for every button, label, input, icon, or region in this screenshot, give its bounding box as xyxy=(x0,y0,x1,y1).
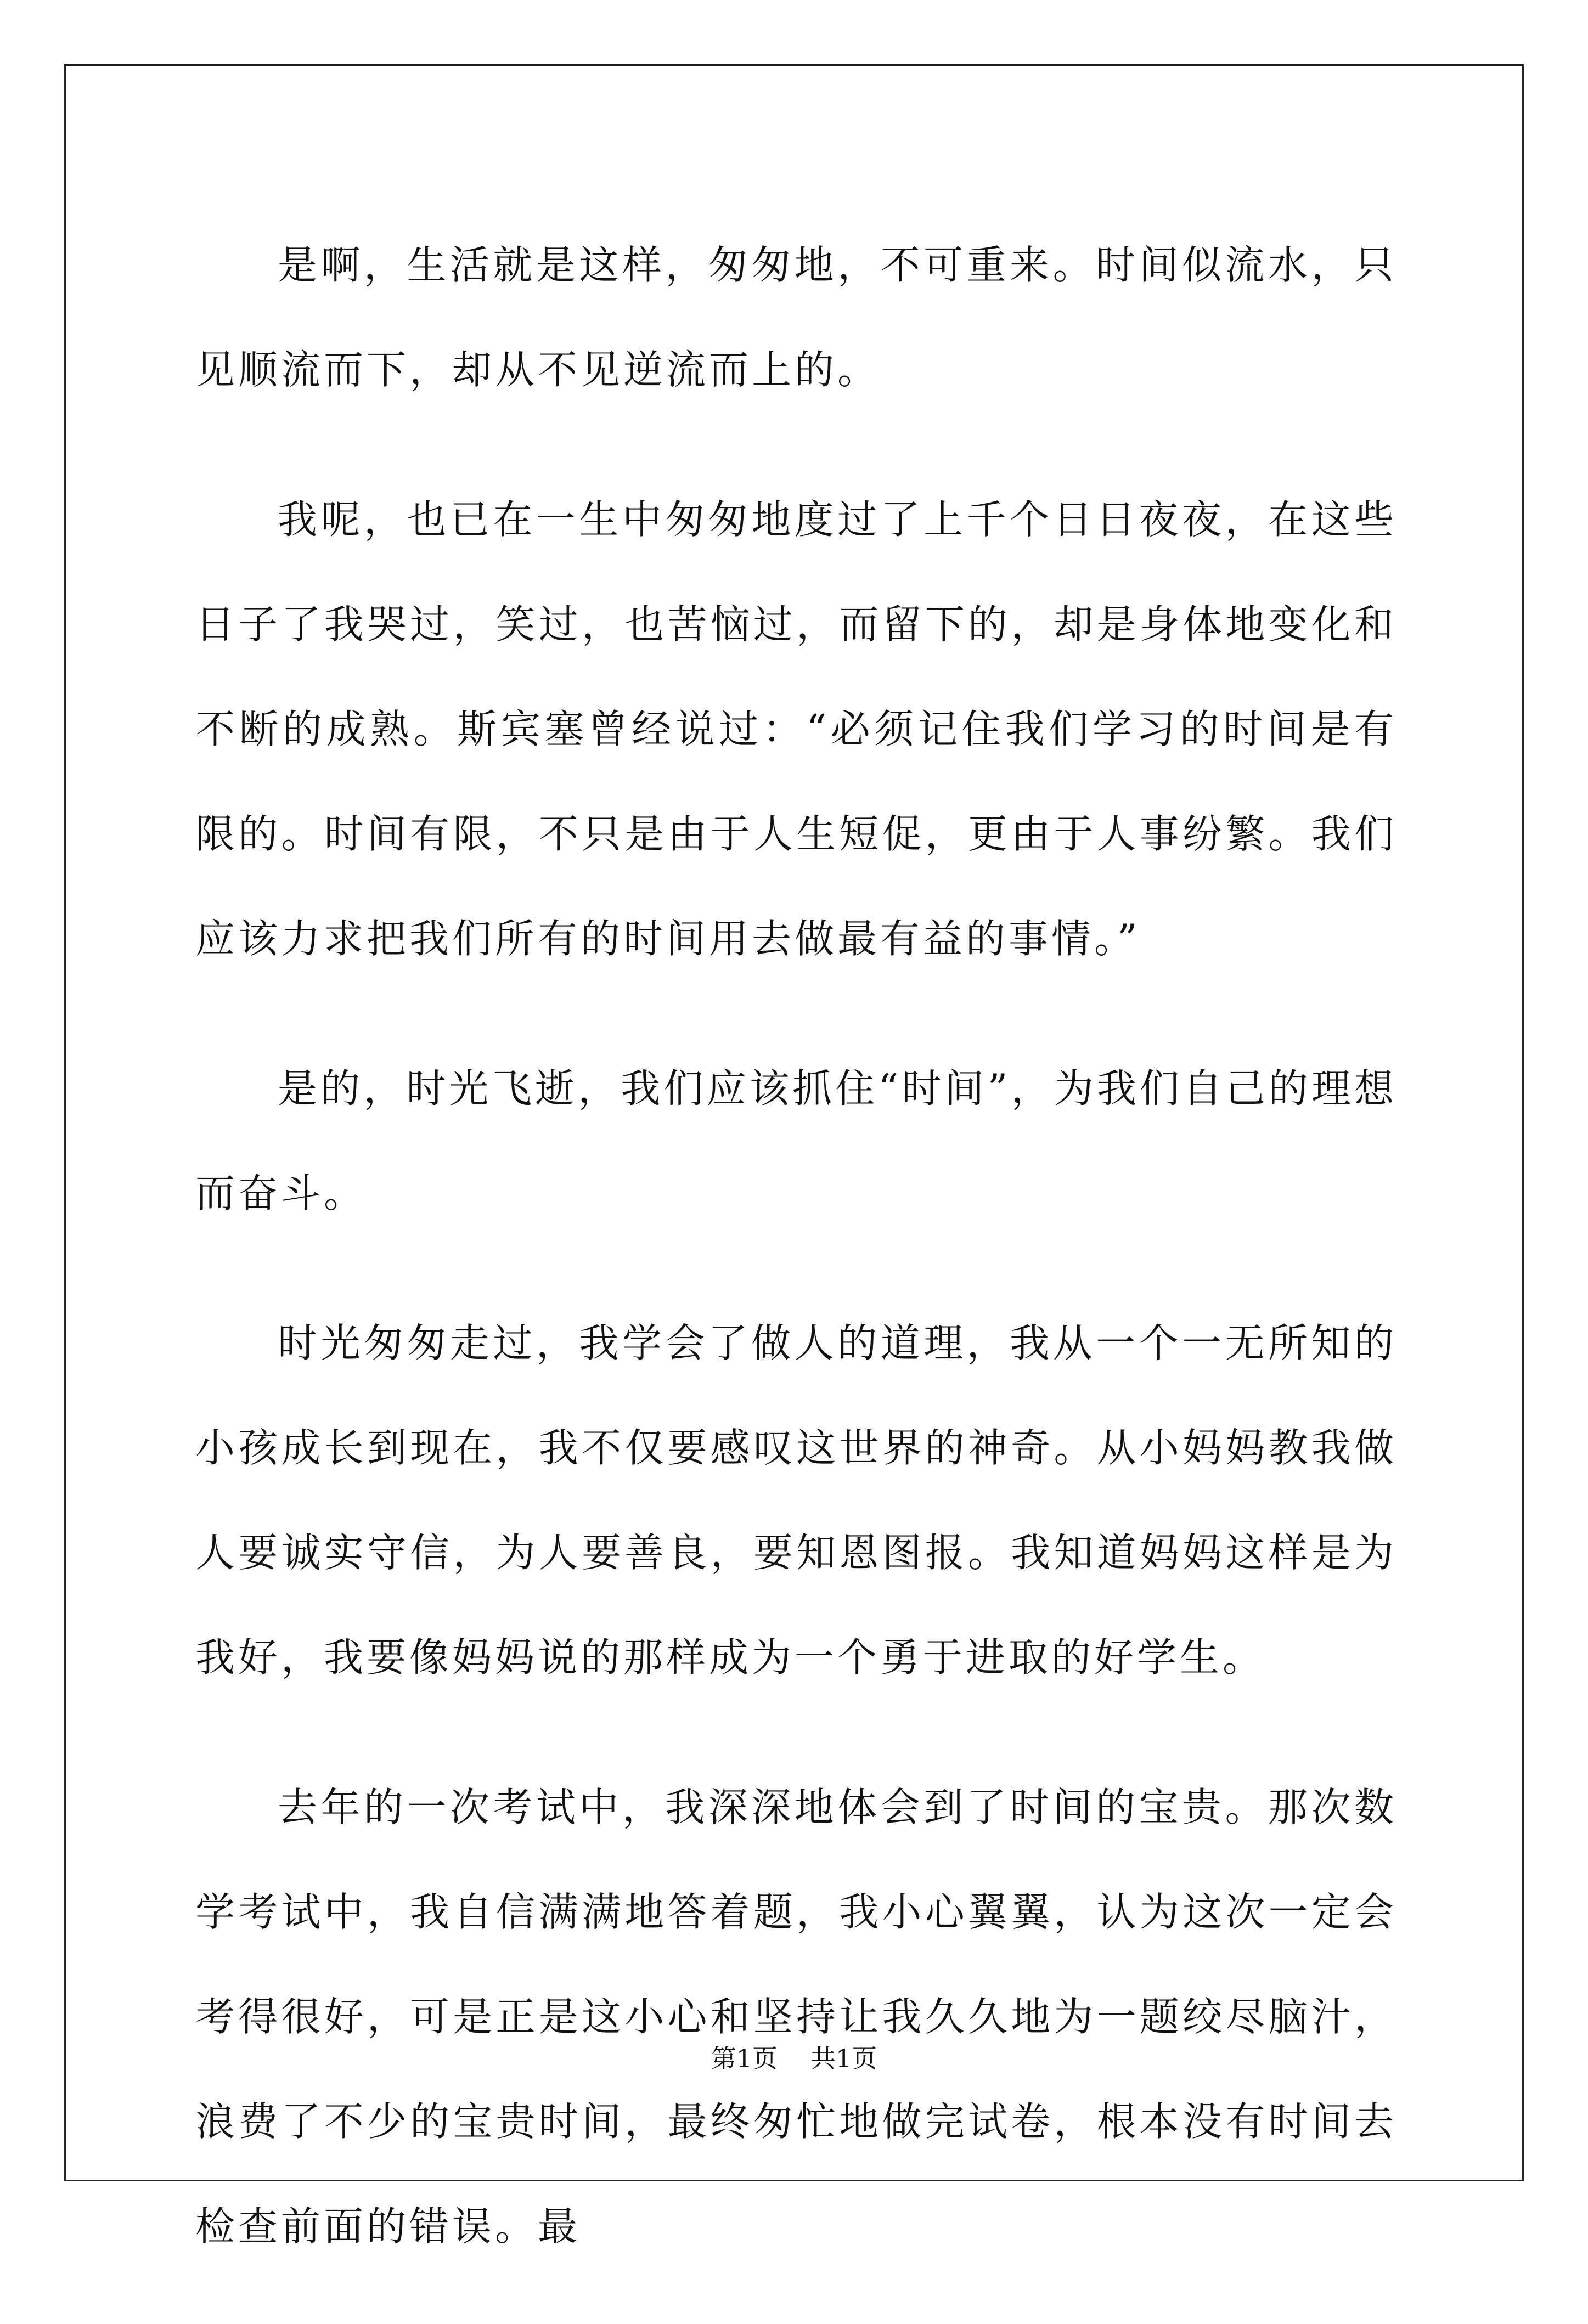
paragraph-2: 我呢，也已在一生中匆匆地度过了上千个日日夜夜，在这些日子了我哭过，笑过，也苦恼过，而留下的，却是身体地变化和不断的成熟。斯宾塞曾经说过：“必须记住我们学习的时间是有限的。时间有限，不只是由于人生短促，更由于人事纷繁。我们应该力求把我们所有的时间用去做最有益的事情。” xyxy=(195,497,1397,962)
document-body xyxy=(195,213,1397,2324)
page-footer xyxy=(0,2042,1588,2075)
paragraph-3: 是的，时光飞逝，我们应该抓住“时间”，为我们自己的理想而奋斗。 xyxy=(195,1065,1397,1216)
paragraph-1: 是啊，生活就是这样，匆匆地，不可重来。时间似流水，只见顺流而下，却从不见逆流而上的。 xyxy=(195,242,1397,393)
page-number: 第1页 xyxy=(711,2044,778,2073)
paragraph-4: 时光匆匆走过，我学会了做人的道理，我从一个一无所知的小孩成长到现在，我不仅要感叹这世界的神奇。从小妈妈教我做人要诚实守信，为人要善良，要知恩图报。我知道妈妈这样是为我好，我要像妈妈说的那样成为一个勇于进取的好学生。 xyxy=(195,1320,1397,1680)
page-total: 共1页 xyxy=(810,2044,877,2073)
paragraph-5: 去年的一次考试中，我深深地体会到了时间的宝贵。那次数学考试中，我自信满满地答着题，我小心翼翼，认为这次一定会考得很好，可是正是这小心和坚持让我久久地为一题绞尽脑汁，浪费了不少的宝贵时间，最终匆忙地做完试卷，根本没有时间去检查前面的错误。最 xyxy=(195,1784,1397,2249)
